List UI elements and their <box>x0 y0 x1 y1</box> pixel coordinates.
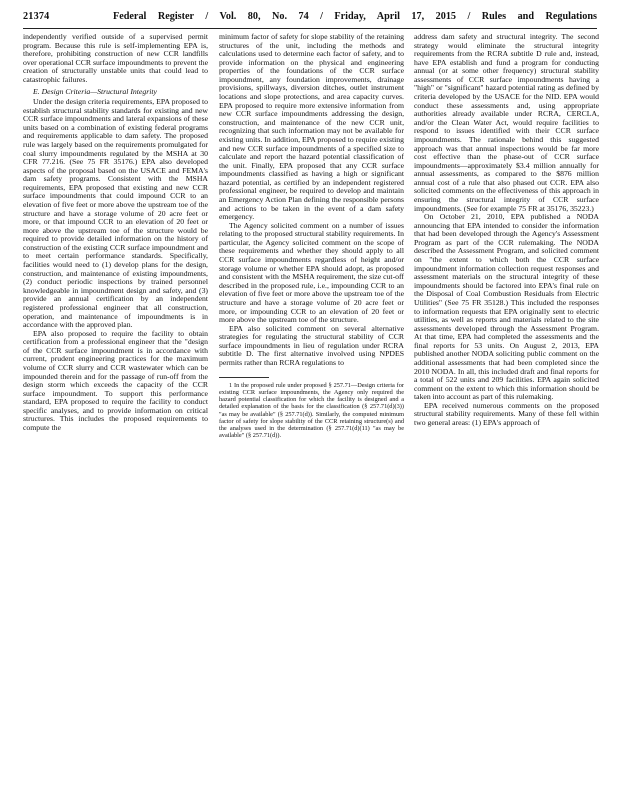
paragraph: The Agency solicited comment on a number of issues relating to the proposed structural stability requirements. In particular, the Agency solicited comment on the scope of these requirements and whether they should apply to all CCR surface impoundments regardless of height and/or storage volume or whether EPA should adopt, as proposed and consistent with the MSHA requirement, the size cut-off described in the proposed rule, i.e., impounding CCR to an elevation of five feet or more above the upstream toe of the structure and have a storage volume of 20 acre feet or more, or impounding CCR to an elevation of 20 feet or more above the upstream toe of the structure. <box>219 220 404 325</box>
running-header <box>23 10 597 24</box>
column-1 <box>23 33 208 433</box>
header-rule <box>23 28 597 29</box>
page-number: 21374 <box>23 11 50 22</box>
column-2 <box>219 33 404 440</box>
column-3 <box>414 33 599 428</box>
running-head: Federal Register / Vol. 80, No. 74 / Friday, April 17, 2015 / Rules and Regulations <box>113 11 597 22</box>
footnote-rule <box>219 377 269 378</box>
paragraph: On October 21, 2010, EPA published a NODA announcing that EPA intended to consider the information that had been developed through the Agency's Assessment Program as part of the CCR rulemaking. The NODA described the Assessment Program, and solicited comment on "the extent to which both the CCR surface impoundment information collection request responses and assessment materials on the structural integrity of these impoundments should be factored into EPA's final rule on the Disposal of Coal Combustion Residuals from Electric Utilities" (See 75 FR 35128.) This included the responses to information requests that EPA originally sent to electric utilities, as well as reports and materials related to the site assessments developed through the Assessment Program. At that time, EPA had completed the assessments and the final reports for 53 units. On August 2, 2013, EPA published another NODA soliciting public comment on the additional assessments that had been completed since the 2010 NODA. In all, this included draft and final reports for a total of 522 units and 209 facilities. EPA again solicited comment on the extent to which this information should be taken into account as part of this rulemaking. <box>414 212 599 402</box>
paragraph: EPA also proposed to require the facility to obtain certification from a professional engineer that the "design of the CCR surface impoundment is in accordance with current, prudent engineering practices for the maximum volume of CCR slurry and CCR wastewater which can be impounded therein and for the passage of run-off from the design storm which exceeds the capacity of the CCR surface impoundment. To support this performance standard, EPA proposed to require the facility to conduct specific analyses, and to provide information on critical structures. This includes the proposed requirements to compute the <box>23 328 208 433</box>
paragraph: independently verified outside of a supervised permit program. Because this rule is self-implementing EPA is, therefore, prohibiting construction of new CCR landfills over operational CCR surface impoundments to prevent the creation of structurally unstable units that could lead to catastrophic failures. <box>23 32 208 84</box>
paragraph: EPA also solicited comment on several alternative strategies for regulating the structural stability of CCR surface impoundments in lieu of regulation under RCRA subtitle D. The first alternative involved using NPDES permits rather than RCRA regulations to <box>219 323 404 367</box>
paragraph: address dam safety and structural integrity. The second strategy would eliminate the structural integrity requirements from the RCRA subtitle D rule and, instead, have EPA establish and fund a program for conducting annual (or at some other frequency) structural stability assessments of CCR surface impoundments having a "high" or "significant" hazard potential rating as defined by criteria developed by the USACE for the NID. EPA would conduct these assessments and, using appropriate authorities already available under RCRA, CERCLA, and/or the Clean Water Act, would require facilities to respond to issues identified with their CCR surface impoundments. The rationale behind this suggested approach was that annual inspections would be far more cost effective than the phase-out of CCR surface impoundments—approximately $3.4 million annually for annual assessments, as compared to the $876 million annual cost of a rule that also phased out CCR. EPA also solicited comments on the effectiveness of this approach in ensuring the structural integrity of CCR surface impoundments. (See for example 75 FR at 35176, 35223.) <box>414 32 599 213</box>
paragraph: EPA received numerous comments on the proposed structural stability requirements. Many of these fell within two general areas: (1) EPA's approach of <box>414 400 599 428</box>
paragraph: Under the design criteria requirements, EPA proposed to establish structural stability standards for existing and new CCR surface impoundments and lateral expansions of these units based on a combination of existing federal programs and requirements applicable to dam safety. The proposed rule was largely based on the requirements promulgated for coal slurry impoundments regulated by the MSHA at 30 CFR 77.216. (See 75 FR 35176.) EPA also developed aspects of the proposal based on the USACE and FEMA's dam safety programs. Consistent with the MSHA requirements, EPA proposed that existing and new CCR surface impoundments that could impound CCR to an elevation of five feet or more above the upstream toe of the structure and have a storage volume of 20 acre feet or more, or that impound CCR to an elevation of 20 feet or more above the upstream toe of the structure would be required to provide detailed information on the history of construction of the existing CCR surface impoundment and to meet certain performance standards. Specifically, facilities would need to (1) develop plans for the design, construction, and maintenance of existing impoundments, (2) conduct periodic inspections by trained personnel knowledgeable in impoundment design and safety, and (3) provide an annual certification by an independent registered professional engineer that all construction, operation, and maintenance of impoundments is in accordance with the approved plan. <box>23 97 208 330</box>
footnote: 1 In the proposed rule under proposed § 257.71—Design criteria for existing CCR surface impoundments, the Agency only required the hazard potential classification for which the facility is designed and a detailed explanation of the basis for the classification (§ 257.71(d)(3)) "as may be available" (§ 257.71(d)). Similarly, the computed minimum factor of safety for slope stability of the CCR retaining structure(s) and the analyses used in the determination (§ 257.71(d)(11) "as may be available" (§ 257.71(d)). <box>219 381 404 440</box>
paragraph: minimum factor of safety for slope stability of the retaining structures of the unit, including the methods and calculations used to determine each factor of safety, and to provide information on the physical and engineering properties of the foundations of the CCR surface impoundment, any foundation improvements, drainage provisions, spillways, diversion ditches, outlet instrument locations and slope protections, and area capacity curves. EPA proposed to require more extensive information from new CCR surface impoundments addressing the design, construction, and maintenance of the new CCR unit, recognizing that such information may not be available for existing units. In addition, EPA proposed to require existing and new CCR surface impoundments of a specified size to calculate and report the hazard potential classification of the unit. Finally, EPA proposed that any CCR surface impoundments classified as having a high or significant hazard potential, as certified by an independent registered professional engineer, be required to develop and maintain an Emergency Action Plan defining the responsible persons and actions to be taken in the event of a dam safety emergency. <box>219 32 404 222</box>
section-heading: E. Design Criteria—Structural Integrity <box>33 87 157 97</box>
